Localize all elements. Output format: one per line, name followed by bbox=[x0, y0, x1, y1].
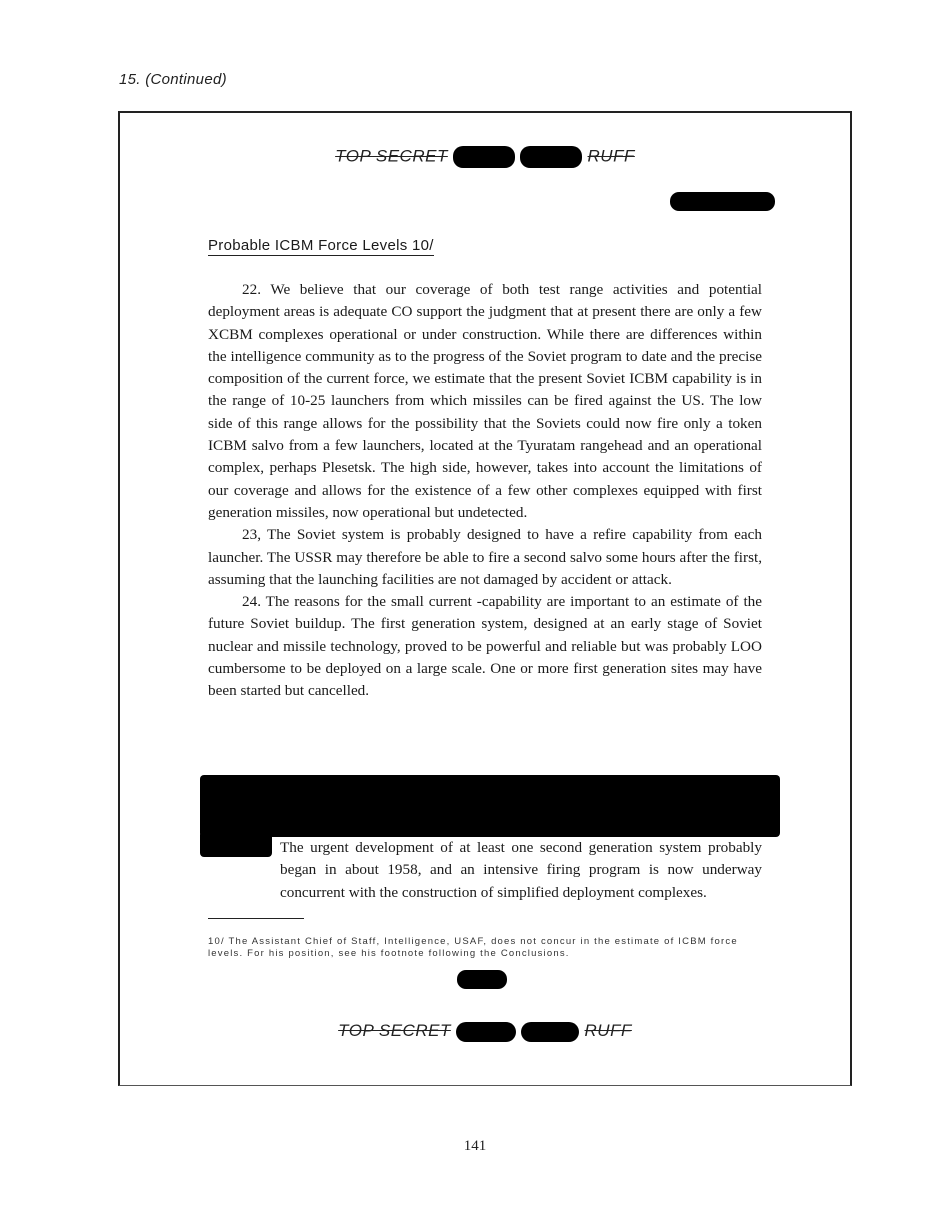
classification-suffix: RUFF bbox=[587, 146, 635, 166]
redaction-blob bbox=[521, 1022, 579, 1042]
small-redaction bbox=[457, 970, 507, 989]
classification-label: TOP SECRET bbox=[338, 1021, 451, 1040]
continuation-text: The urgent development of at least one second generation system probably began in about 1958, and an intensive firing program is now underway concurrent with the construction of simplified deployment complexes. bbox=[280, 839, 762, 901]
paragraph-23: 23, The Soviet system is probably designed to have a refire capability from each launcher. The USSR may therefore be able to fire a second salvo some hours after the first, assuming that the launching facilities are not damaged by accident or attack. bbox=[208, 526, 762, 588]
classification-label: TOP SECRET bbox=[335, 146, 448, 166]
footnote: 10/ The Assistant Chief of Staff, Intelligence, USAF, does not concur in the estimate of ICBM force levels. For his position, see his footnote following the Conclusions. bbox=[208, 936, 738, 959]
page-number: 141 bbox=[463, 1138, 487, 1154]
classification-suffix: RUFF bbox=[584, 1021, 632, 1040]
body-continuation bbox=[208, 837, 762, 904]
redaction-blob bbox=[456, 1022, 516, 1042]
redaction-blob bbox=[453, 146, 515, 168]
classification-top bbox=[120, 146, 850, 168]
footnote-rule bbox=[208, 918, 304, 919]
redaction-block bbox=[200, 775, 780, 837]
paragraph-22: 22. We believe that our coverage of both test range activities and potential deployment areas is adequate CO support the judgment that at present there are only a few XCBM complexes operational or under construction. While there are differences within the intelligence community as to the progress of the Soviet program to date and the precise composition of the current force, we estimate that the present Soviet ICBM capability is in the range of 10-25 launchers from which missiles can be fired against the US. The low side of this range allows for the possibility that the Soviets could now fire only a token ICBM salvo from a few launchers, located at the Tyuratam rangehead and an operational complex, perhaps Plesetsk. The high side, however, takes into account the limitations of our coverage and allows for the existence of a few other complexes equipped with first generation missiles, now operational but undetected. bbox=[208, 281, 762, 521]
document-frame bbox=[118, 111, 852, 1086]
running-head: 15. (Continued) bbox=[119, 71, 227, 88]
redaction-blob bbox=[520, 146, 582, 168]
body-text bbox=[208, 279, 762, 703]
classification-bottom bbox=[120, 1021, 850, 1042]
section-heading: Probable ICBM Force Levels 10/ bbox=[208, 237, 434, 254]
paragraph-24: 24. The reasons for the small current -capability are important to an estimate of the future Soviet buildup. The first generation system, designed at an early stage of Soviet nuclear and missile technology, proved to be powerful and reliable but was probably LOO cumbersome to be deployed on a large scale. One or more first generation sites may have been started but cancelled. bbox=[208, 593, 762, 700]
corner-redaction bbox=[670, 192, 775, 211]
